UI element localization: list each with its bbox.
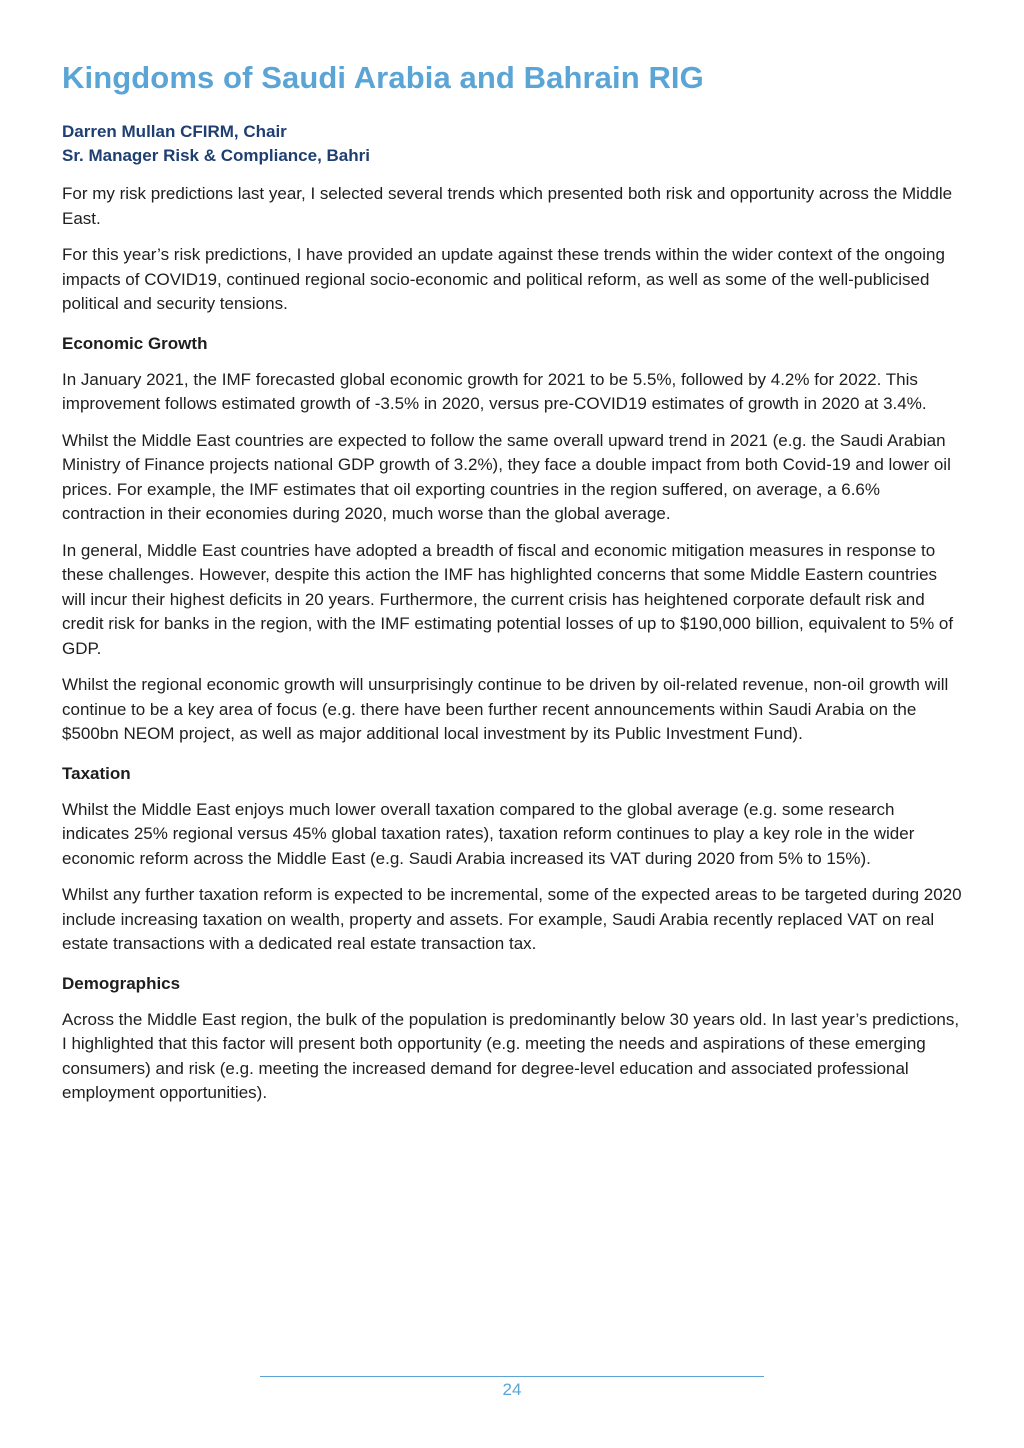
page-number: 24: [502, 1380, 522, 1399]
body-paragraph: Whilst the regional economic growth will unsurprisingly continue to be driven by oil-related revenue, non-oil growth will continue to be a key area of focus (e.g. there have been further recent announcements within Saudi Arabia on the $500bn NEOM project, as well as major additional local investment by its Public Investment Fund).: [62, 675, 949, 743]
section-heading: Taxation: [62, 763, 131, 783]
section-taxation: [62, 762, 962, 957]
body-paragraph: In general, Middle East countries have adopted a breadth of fiscal and economic mitigation measures in response to these challenges. However, despite this action the IMF has highlighted concerns that some Middle Eastern countries will incur their highest deficits in 20 years. Furthermore, the current crisis has heightened corporate default risk and credit risk for banks in the region, with the IMF estimating potential losses of up to $190,000 billion, equivalent to 5% of GDP.: [62, 540, 954, 658]
body-paragraph: Whilst the Middle East countries are expected to follow the same overall upward trend in 2021 (e.g. the Saudi Arabian Ministry of Finance projects national GDP growth of 3.2%), they face a double impact from both Covid-19 and lower oil prices. For example, the IMF estimates that oil exporting countries in the region suffered, on average, a 6.6% contraction in their economies during 2020, much worse than the global average.: [62, 430, 951, 523]
footer-divider: [260, 1376, 764, 1377]
section-demographics: [62, 972, 962, 1106]
document-page: [62, 0, 962, 1106]
author-role: Sr. Manager Risk & Compliance, Bahri: [62, 146, 370, 165]
intro-paragraph: For this year’s risk predictions, I have provided an update against these trends within the wider context of the ongoing impacts of COVID19, continued regional socio-economic and political reform, as well as some of the well-publicised political and security tensions.: [62, 245, 945, 313]
intro-paragraph: For my risk predictions last year, I selected several trends which presented both risk and opportunity across the Middle East.: [62, 184, 953, 228]
section-heading: Demographics: [62, 973, 181, 993]
body-paragraph: Whilst the Middle East enjoys much lower overall taxation compared to the global average (e.g. some research indicates 25% regional versus 45% global taxation rates), taxation reform continues to play a key role in the wider economic reform across the Middle East (e.g. Saudi Arabia increased its VAT during 2020 from 5% to 15%).: [62, 799, 915, 868]
body-paragraph: Whilst any further taxation reform is expected to be incremental, some of the expected areas to be targeted during 2020 include increasing taxation on wealth, property and assets. For example, Saudi Arabia recently replaced VAT on real estate transactions with a dedicated real estate transaction tax.: [62, 885, 962, 953]
body-paragraph: Across the Middle East region, the bulk of the population is predominantly below 30 years old. In last year’s predictions, I highlighted that this factor will present both opportunity (e.g. meeting the needs and aspirations of these emerging consumers) and risk (e.g. meeting the increased demand for degree-level education and associated professional employment opportunities).: [62, 1009, 960, 1102]
author-block: [62, 120, 962, 168]
page-title: Kingdoms of Saudi Arabia and Bahrain RIG: [62, 60, 704, 95]
section-economic-growth: [62, 332, 962, 747]
body-paragraph: In January 2021, the IMF forecasted global economic growth for 2021 to be 5.5%, followed by 4.2% for 2022. This improvement follows estimated growth of -3.5% in 2020, versus pre-COVID19 estimates of growth in 2020 at 3.4%.: [62, 369, 927, 413]
author-name: Darren Mullan CFIRM, Chair: [62, 122, 287, 141]
section-heading: Economic Growth: [62, 333, 208, 353]
